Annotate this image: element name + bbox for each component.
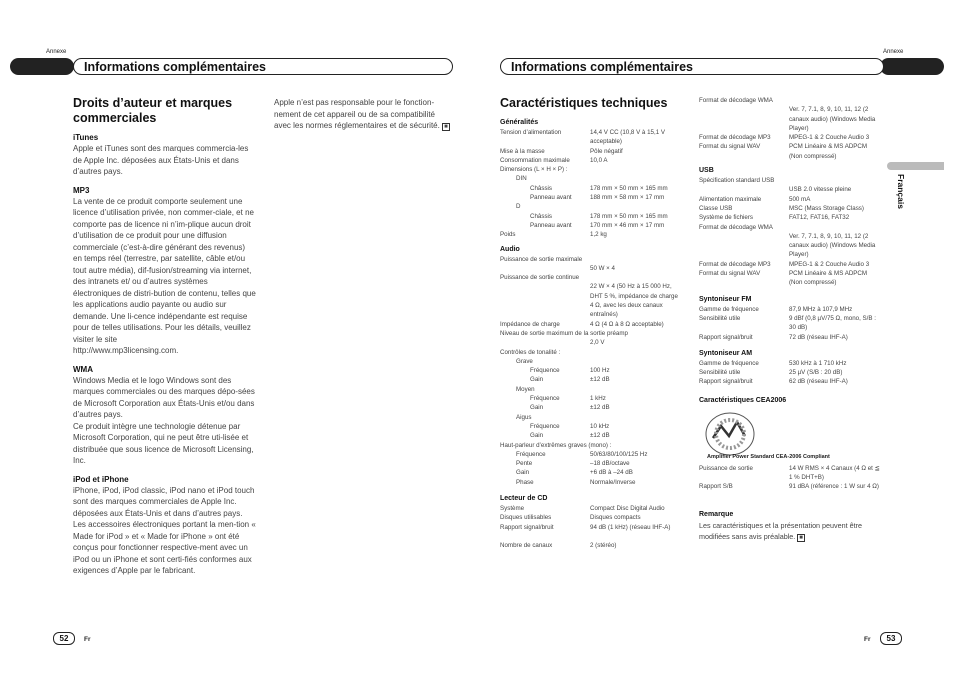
spec-row — [500, 255, 685, 264]
spec-value: Ver. 7, 7.1, 8, 9, 10, 11, 12 (2 canaux audio) (Windows Media Player) — [789, 106, 876, 132]
spec-row — [699, 96, 884, 105]
spec-value: Disques compacts — [590, 514, 641, 522]
spec-value: 10 kHz — [590, 422, 610, 430]
spec-key: D — [516, 203, 521, 211]
spec-key: Niveau de sortie maximum de la sortie préamp — [500, 329, 628, 337]
spec-value: 2,0 V — [590, 339, 605, 347]
spec-value: 178 mm × 50 mm × 165 mm — [590, 184, 668, 192]
spec-row — [699, 359, 884, 368]
end-mark-icon: ■ — [444, 124, 448, 130]
spec-row — [699, 204, 884, 213]
cea-2006-logo-icon — [699, 406, 830, 462]
footer-lang-right: Fr — [864, 636, 871, 643]
spec-list-audio — [500, 255, 685, 487]
spec-key: Pente — [516, 460, 533, 468]
spec-value: 25 µV (S/B : 20 dB) — [789, 369, 843, 377]
cea-logo — [699, 406, 884, 464]
spec-row — [699, 333, 884, 342]
spec-row — [500, 230, 685, 239]
spec-key: Moyen — [516, 385, 535, 393]
spec-list-fm — [699, 305, 884, 342]
cea-logo-text: Amplifier Power Standard CEA-2006 Compliant — [707, 453, 830, 460]
spec-row — [500, 320, 685, 329]
spec-row — [500, 450, 685, 459]
spec-row — [699, 482, 884, 501]
spec-key: Rapport signal/bruit — [699, 378, 753, 386]
spec-row — [699, 223, 884, 232]
spec-row — [699, 176, 884, 185]
spec-list-formats — [699, 96, 884, 161]
section-bar-right — [500, 58, 884, 75]
spec-key: Gamme de fréquence — [699, 305, 759, 313]
spec-key: Format de décodage WMA — [699, 223, 773, 231]
spec-key: Phase — [516, 478, 534, 486]
spec-value: ±12 dB — [590, 432, 610, 440]
page-title: Droits d’auteur et marques commerciales — [73, 96, 233, 125]
spec-row — [699, 269, 884, 288]
spec-key: Fréquence — [530, 422, 560, 430]
spec-value: 9 dBf (0,8 µV/75 Ω, mono, S/B : 30 dB) — [789, 314, 876, 332]
spec-value: 50/63/80/100/125 Hz — [590, 450, 648, 458]
spec-row — [699, 213, 884, 222]
spec-value: 10,0 A — [590, 156, 608, 164]
section-bar-title: Informations complémentaires — [84, 60, 266, 74]
spec-value: MPEG-1 & 2 Couche Audio 3 — [789, 134, 870, 142]
heading-generalites: Généralités — [500, 119, 539, 126]
spec-value: Normale/Inverse — [590, 478, 636, 486]
spec-key: Système — [500, 504, 525, 512]
spec-value: 1,2 kg — [590, 231, 607, 239]
spec-key: Sensibilité utile — [699, 314, 741, 322]
end-mark-icon: ■ — [799, 534, 803, 541]
heading-itunes: iTunes — [73, 133, 99, 142]
column-second — [274, 97, 454, 134]
paragraph-remarque: Les caractéristiques et la présentation peuvent être modifiées sans avis préalable. — [699, 520, 863, 541]
spec-value: FAT12, FAT16, FAT32 — [789, 214, 850, 222]
spec-row — [500, 375, 685, 384]
spec-key: Rapport signal/bruit — [699, 333, 753, 341]
spec-row — [500, 329, 685, 338]
language-label: Français — [896, 174, 906, 209]
spec-row — [699, 305, 884, 314]
paragraph-mp3: La vente de ce produit comporte seulement une licence d’utilisation privée, non commer-ciale, et ne comporte pas de licence ni n’im-plique aucun droit d’utilisation de ce produit pour une diffusion commerciale (c’est-à-dire générant des revenus) en temps réel (terrestre, par satellite, câble et/ou tout autre média), dif-fusion/streaming via internet, des intranets et/ ou d’autres systèmes électroniques de distri-bution de contenu, telles que les applications audio payante ou audio sur demande. Une li-cence indépendante est requise pour de telles utilisations. Pour les détails, veuillez visiter le site — [73, 196, 256, 344]
paragraph-itunes: Apple et iTunes sont des marques commercia-les de Apple Inc. déposées aux États-Unis et dans d’autres pays. — [73, 144, 249, 176]
column-specs-right — [699, 96, 884, 544]
spec-key: Nombre de canaux — [500, 542, 553, 550]
spec-row — [500, 431, 685, 440]
spec-row — [500, 403, 685, 412]
spec-key: Gain — [530, 404, 544, 412]
spec-row — [500, 338, 685, 347]
spec-value: 72 dB (réseau IHF-A) — [789, 333, 848, 341]
spec-row — [699, 260, 884, 269]
spec-value: PCM Linéaire & MS ADPCM (Non compressé) — [789, 143, 868, 160]
spec-key: Format de décodage MP3 — [699, 134, 771, 142]
heading-remarque: Remarque — [699, 510, 734, 518]
spec-row — [500, 523, 685, 542]
spec-key: DIN — [516, 175, 527, 183]
spec-value: 50 W × 4 — [590, 264, 615, 272]
spec-value: USB 2.0 vitesse pleine — [789, 186, 852, 194]
spec-row — [500, 357, 685, 366]
spec-value: +6 dB à –24 dB — [590, 469, 633, 477]
spec-key: Disques utilisables — [500, 514, 552, 522]
spec-value: 91 dBA (référence : 1 W sur 4 Ω) — [789, 483, 879, 491]
spec-row — [500, 504, 685, 513]
spec-key: Poids — [500, 231, 516, 239]
spec-value: 1 kHz — [590, 395, 606, 403]
paragraph-ipod-2: Les accessoires électroniques portant la men-tion « Made for iPod » et « Made for iPhone » ont été conçus pour fonctionner respective-ment avec un iPod ou un iPhone et sont certi-fiés conformes aux exigences d’Apple par le fabricant. — [73, 520, 256, 575]
section-bar-title: Informations complémentaires — [511, 60, 693, 74]
spec-row — [500, 385, 685, 394]
spec-key: Consommation maximale — [500, 156, 570, 164]
heading-am: Syntoniseur AM — [699, 349, 753, 357]
spec-key: Format du signal WAV — [699, 143, 761, 151]
spec-value: 14 W RMS × 4 Canaux (4 Ω et ≦ 1 % DHT+B) — [789, 464, 880, 482]
spec-key: Format de décodage WMA — [699, 97, 773, 104]
spec-key: Rapport signal/bruit — [500, 523, 554, 531]
spec-key: Châssis — [530, 184, 553, 192]
spec-row — [500, 459, 685, 468]
spec-value: Ver. 7, 7.1, 8, 9, 10, 11, 12 (2 canaux audio) (Windows Media Player) — [789, 232, 876, 259]
heading-wma: WMA — [73, 364, 93, 374]
heading-ipod: iPod et iPhone — [73, 474, 129, 484]
spec-value: Pôle négatif — [590, 147, 623, 155]
section-bar-left — [73, 58, 453, 75]
spec-row — [699, 314, 884, 333]
spec-value: 14,4 V CC (10,8 V à 15,1 V acceptable) — [590, 129, 665, 146]
spec-value: 87,9 MHz à 107,9 MHz — [789, 305, 853, 313]
spec-key: Système de fichiers — [699, 214, 753, 222]
heading-usb: USB — [699, 167, 714, 175]
spec-row — [699, 377, 884, 386]
spec-row — [500, 513, 685, 522]
spec-value: 500 mA — [789, 195, 811, 203]
spec-value: –18 dB/octave — [590, 460, 630, 468]
spec-key: Panneau avant — [530, 221, 572, 229]
spec-key: Fréquence — [530, 367, 560, 375]
spec-key: Classe USB — [699, 204, 733, 212]
spec-value: 4 Ω (4 Ω à 8 Ω acceptable) — [590, 320, 664, 328]
spec-value: 100 Hz — [590, 367, 610, 375]
spec-key: Gain — [530, 376, 544, 384]
spec-row — [500, 193, 685, 202]
spec-key: Grave — [516, 357, 533, 365]
spec-key: Châssis — [530, 212, 553, 220]
spec-value: 170 mm × 46 mm × 17 mm — [590, 221, 665, 229]
spec-key: Dimensions (L × H × P) : — [500, 166, 568, 174]
mp3-link[interactable]: http://www.mp3licensing.com. — [73, 346, 179, 355]
spec-row — [699, 105, 884, 133]
spec-row — [500, 422, 685, 431]
spec-key: Format du signal WAV — [699, 270, 761, 278]
spec-row — [699, 185, 884, 194]
spec-list-usb — [699, 176, 884, 288]
spec-key: Format de décodage MP3 — [699, 260, 771, 268]
spec-row — [699, 368, 884, 377]
spec-key: Haut-parleur d’extrêmes graves (mono) : — [500, 441, 612, 449]
annexe-label-right: Annexe — [883, 49, 904, 55]
spec-row — [699, 232, 884, 260]
spec-row — [500, 478, 685, 487]
spec-key: Puissance de sortie maximale — [500, 255, 583, 263]
heading-cea: Caractéristiques CEA2006 — [699, 396, 787, 404]
spec-value: Compact Disc Digital Audio — [590, 504, 665, 512]
spec-value: 188 mm × 58 mm × 17 mm — [590, 194, 665, 202]
paragraph-wma-1: Windows Media et le logo Windows sont des marques commerciales ou des marques dépo-sées de Microsoft Corporation aux États-Unis et/ou dans d’autres pays. — [73, 375, 255, 419]
spec-row — [500, 165, 685, 174]
spec-value: 22 W × 4 (50 Hz à 15 000 Hz, DHT 5 %, impédance de charge 4 Ω, avec les deux canaux entraînés) — [590, 283, 678, 319]
spec-row — [699, 142, 884, 161]
spec-value: ±12 dB — [590, 404, 610, 412]
page-number-right: 53 — [880, 632, 902, 645]
spec-row — [500, 174, 685, 183]
spec-list-am — [699, 359, 884, 387]
spec-value: PCM Linéaire & MS ADPCM (Non compressé) — [789, 270, 868, 287]
column-specs — [500, 96, 685, 550]
spec-row — [699, 464, 884, 483]
specs-title: Caractéristiques techniques — [500, 96, 668, 110]
paragraph-ipod-1: iPhone, iPod, iPod classic, iPod nano et iPod touch sont des marques commerciales de Apple Inc. déposées aux États-Unis et dans d’autres pays. — [73, 485, 255, 518]
column-left — [73, 96, 256, 577]
heading-fm: Syntoniseur FM — [699, 295, 752, 303]
spec-row — [500, 366, 685, 375]
spec-value: MPEG-1 & 2 Couche Audio 3 — [789, 260, 870, 268]
heading-cd: Lecteur de CD — [500, 494, 548, 502]
spec-key: Gain — [516, 469, 530, 477]
header-tab-right — [880, 58, 944, 75]
spec-row — [500, 147, 685, 156]
spec-key: Fréquence — [516, 450, 546, 458]
spec-key: Tension d’alimentation — [500, 129, 562, 136]
language-tab — [887, 162, 944, 170]
spec-row — [500, 221, 685, 230]
spec-key: Gain — [530, 432, 544, 440]
paragraph-wma-2: Ce produit intègre une technologie détenue par Microsoft Corporation, qui ne peut être uti-lisée et distribuée que sous licence de Microsoft Licensing, Inc. — [73, 421, 254, 465]
spec-key: Sensibilité utile — [699, 369, 741, 377]
spec-row — [500, 202, 685, 211]
spec-row — [500, 156, 685, 165]
spec-value: 94 dB (1 kHz) (réseau IHF-A) — [590, 523, 671, 531]
spec-key: Contrôles de tonalité : — [500, 348, 561, 356]
spec-value: 178 mm × 50 mm × 165 mm — [590, 212, 668, 220]
paragraph-apple: Apple n’est pas responsable pour le fonction-nement de cet appareil ou de sa compatibilité avec les normes réglementaires et de sécurité. — [274, 98, 440, 130]
spec-row — [500, 394, 685, 403]
spec-key: Spécification standard USB — [699, 177, 775, 185]
spec-row — [500, 264, 685, 273]
spec-key: Mise à la masse — [500, 147, 545, 155]
footer-lang-left: Fr — [84, 636, 91, 643]
spec-key: Rapport S/B — [699, 483, 733, 491]
spec-row — [500, 541, 685, 550]
spec-key: Gamme de fréquence — [699, 359, 759, 367]
spec-row — [500, 468, 685, 477]
spec-row — [500, 413, 685, 422]
heading-audio: Audio — [500, 245, 520, 253]
header-tab-left — [10, 58, 74, 75]
page-number-left: 52 — [53, 632, 75, 645]
spec-row — [699, 133, 884, 142]
annexe-label-left: Annexe — [46, 49, 67, 55]
spec-value: ±12 dB — [590, 376, 610, 384]
spec-key: Puissance de sortie continue — [500, 274, 580, 282]
spec-row — [699, 195, 884, 204]
spec-key: Puissance de sortie — [699, 464, 753, 472]
heading-mp3: MP3 — [73, 185, 90, 195]
spec-list-cd — [500, 504, 685, 550]
spec-value: 62 dB (réseau IHF-A) — [789, 378, 848, 386]
spec-key: Impédance de charge — [500, 320, 560, 328]
spec-row — [500, 348, 685, 357]
spec-row — [500, 128, 685, 147]
spec-key: Fréquence — [530, 395, 560, 403]
spec-list-cea — [699, 464, 884, 501]
spec-value: MSC (Mass Storage Class) — [789, 204, 864, 212]
spec-row — [500, 282, 685, 319]
spec-value: 530 kHz à 1 710 kHz — [789, 359, 847, 367]
spec-key: Panneau avant — [530, 194, 572, 202]
spec-row — [500, 184, 685, 193]
spec-row — [500, 441, 685, 450]
spec-key: Aigus — [516, 413, 532, 421]
spec-value: 2 (stéréo) — [590, 542, 617, 550]
spec-row — [500, 273, 685, 282]
spec-key: Alimentation maximale — [699, 195, 762, 203]
spec-row — [500, 212, 685, 221]
spec-list-generalites — [500, 128, 685, 240]
